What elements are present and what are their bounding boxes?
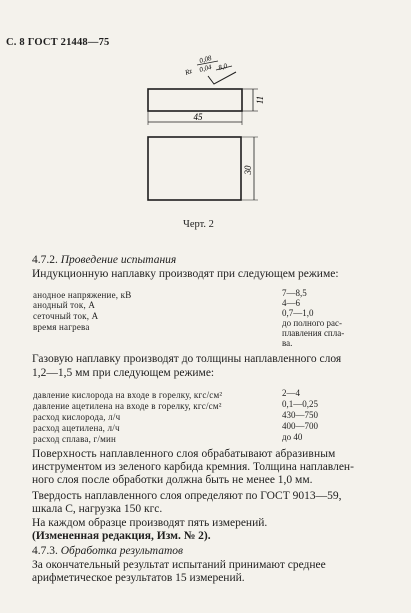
gas-intro-line1: Газовую наплавку производят до толщины наплавленного слоя: [32, 353, 342, 365]
gas-param-value: до 40: [282, 432, 303, 442]
induction-param-label: анодный ток, А: [33, 300, 96, 310]
roughness-value-2: 0,04: [198, 63, 213, 74]
roughness-check-mark: [208, 72, 236, 84]
surface-para-line: инструментом из зеленого карбида кремния. Толщина наплавлен-: [32, 461, 354, 473]
gas-param-label: расход сплава, г/мин: [33, 434, 117, 444]
gas-param-label: расход ацетилена, л/ч: [33, 423, 120, 433]
amendment-note: (Измененная редакция, Изм. № 2).: [32, 530, 211, 542]
page-header: С. 8 ГОСТ 21448—75: [6, 37, 110, 48]
induction-param-label: время нагрева: [33, 322, 90, 332]
specimen-front-view: [148, 137, 241, 200]
gas-param-label: расход кислорода, л/ч: [33, 412, 121, 422]
specimen-side-view: [148, 89, 242, 111]
final-para-line: За окончательный результат испытаний принимают среднее: [32, 559, 326, 571]
section-473-heading: [32, 545, 183, 557]
gas-param-value: 430—750: [282, 410, 318, 420]
induction-param-value: 7—8,5: [282, 288, 307, 298]
dim-width-label: 30: [243, 165, 253, 175]
surface-para-line: Поверхность наплавленного слоя обрабатывают абразивным: [32, 448, 336, 460]
hardness-para-line: шкала С, нагрузка 150 кгс.: [32, 503, 163, 515]
roughness-value-1: 0,08: [198, 54, 213, 65]
roughness-symbol: Rz: [183, 66, 194, 77]
figure-caption: Черт. 2: [183, 219, 214, 230]
section-473-number: 4.7.3.: [32, 545, 58, 557]
induction-param-value-line: до полного рас-: [282, 318, 343, 328]
roughness-length: 8,0: [217, 61, 228, 72]
gas-param-label: давление кислорода на входе в горелку, кгс/см²: [33, 390, 223, 400]
five-measurements: На каждом образце производят пять измерений.: [32, 517, 268, 529]
section-472-heading: [32, 254, 176, 266]
dim-length-label: 45: [193, 112, 203, 122]
induction-param-value: 4—6: [282, 298, 300, 308]
induction-param-label: сеточный ток, А: [33, 311, 99, 321]
gas-param-value: 2—4: [282, 388, 300, 398]
section-472-title: Проведение испытания: [60, 254, 177, 266]
dim-thickness-label: 11: [255, 95, 265, 105]
gas-param-value: 0,1—0,25: [282, 399, 318, 409]
induction-param-label: анодное напряжение, кВ: [33, 290, 132, 300]
section-472-number: 4.7.2.: [32, 254, 58, 266]
gas-param-value: 400—700: [282, 421, 318, 431]
surface-para-line: ного слоя после обработки должна быть не менее 1,0 мм.: [32, 474, 313, 486]
induction-param-value-line: ва.: [282, 338, 293, 348]
section-473-title: Обработка результатов: [60, 545, 183, 557]
induction-param-value-line: плавления спла-: [282, 328, 345, 338]
hardness-para-line: Твердость наплавленного слоя определяют по ГОСТ 9013—59,: [32, 490, 342, 502]
induction-intro: Индукционную наплавку производят при следующем режиме:: [32, 268, 339, 280]
induction-param-value: 0,7—1,0: [282, 308, 314, 318]
gas-param-label: давление ацетилена на входе в горелку, кгс/см²: [33, 401, 222, 411]
gas-intro-line2: 1,2—1,5 мм при следующем режиме:: [32, 367, 215, 379]
final-para-line: арифметическое результатов 15 измерений.: [32, 572, 245, 584]
